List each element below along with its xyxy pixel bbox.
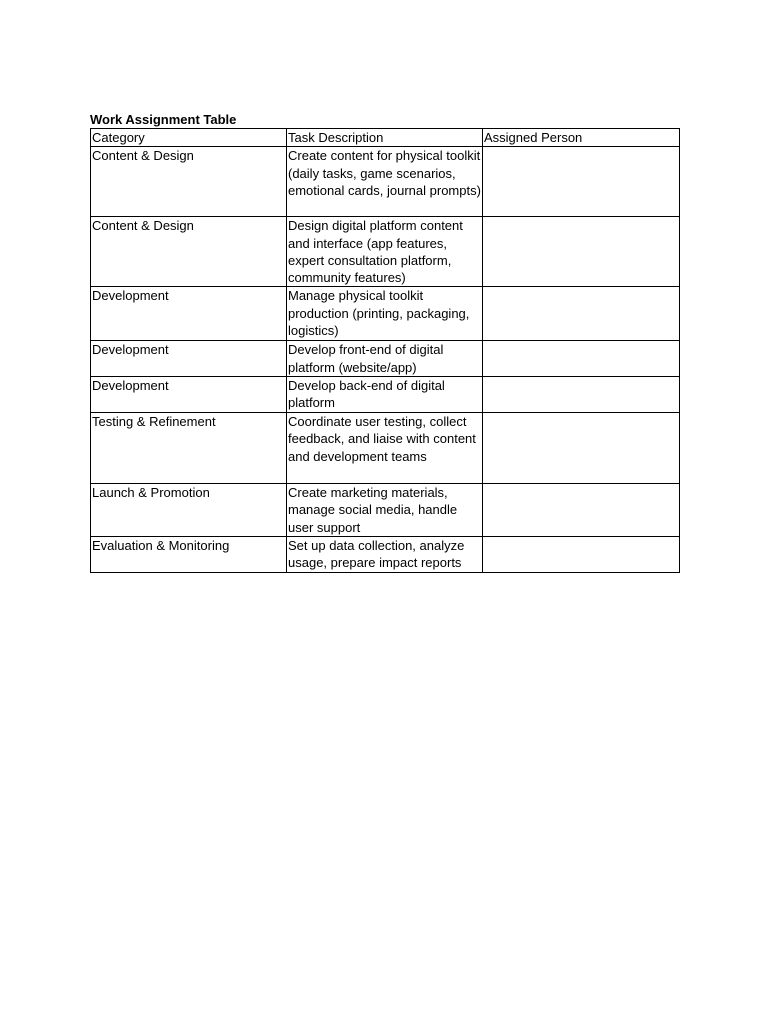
header-category: Category (91, 129, 287, 147)
cell-category: Launch & Promotion (91, 484, 287, 537)
work-assignment-table (90, 128, 680, 573)
cell-category: Development (91, 287, 287, 341)
table-row (91, 377, 680, 413)
cell-task-description: Design digital platform content and interface (app features, expert consultation platform, community features) (287, 217, 483, 287)
cell-assigned-person[interactable] (483, 217, 680, 287)
table-row (91, 217, 680, 287)
table-row (91, 537, 680, 573)
cell-category: Content & Design (91, 217, 287, 287)
table-row (91, 413, 680, 484)
table-row (91, 147, 680, 217)
table-row (91, 484, 680, 537)
work-assignment-sheet (90, 111, 679, 573)
cell-task-description: Develop back-end of digital platform (287, 377, 483, 413)
cell-assigned-person[interactable] (483, 341, 680, 377)
table-header-row (91, 129, 680, 147)
header-task-description: Task Description (287, 129, 483, 147)
header-assigned-person: Assigned Person (483, 129, 680, 147)
cell-task-description: Coordinate user testing, collect feedback, and liaise with content and development teams (287, 413, 483, 484)
cell-assigned-person[interactable] (483, 377, 680, 413)
cell-assigned-person[interactable] (483, 147, 680, 217)
cell-assigned-person[interactable] (483, 413, 680, 484)
cell-category: Evaluation & Monitoring (91, 537, 287, 573)
cell-assigned-person[interactable] (483, 537, 680, 573)
cell-task-description: Manage physical toolkit production (printing, packaging, logistics) (287, 287, 483, 341)
cell-category: Content & Design (91, 147, 287, 217)
cell-task-description: Create marketing materials, manage social media, handle user support (287, 484, 483, 537)
cell-assigned-person[interactable] (483, 484, 680, 537)
cell-task-description: Set up data collection, analyze usage, prepare impact reports (287, 537, 483, 573)
cell-assigned-person[interactable] (483, 287, 680, 341)
cell-category: Development (91, 377, 287, 413)
table-title: Work Assignment Table (90, 112, 237, 127)
cell-category: Development (91, 341, 287, 377)
table-row (91, 341, 680, 377)
table-row (91, 287, 680, 341)
cell-task-description: Develop front-end of digital platform (website/app) (287, 341, 483, 377)
cell-category: Testing & Refinement (91, 413, 287, 484)
cell-task-description: Create content for physical toolkit (daily tasks, game scenarios, emotional cards, journal prompts) (287, 147, 483, 217)
